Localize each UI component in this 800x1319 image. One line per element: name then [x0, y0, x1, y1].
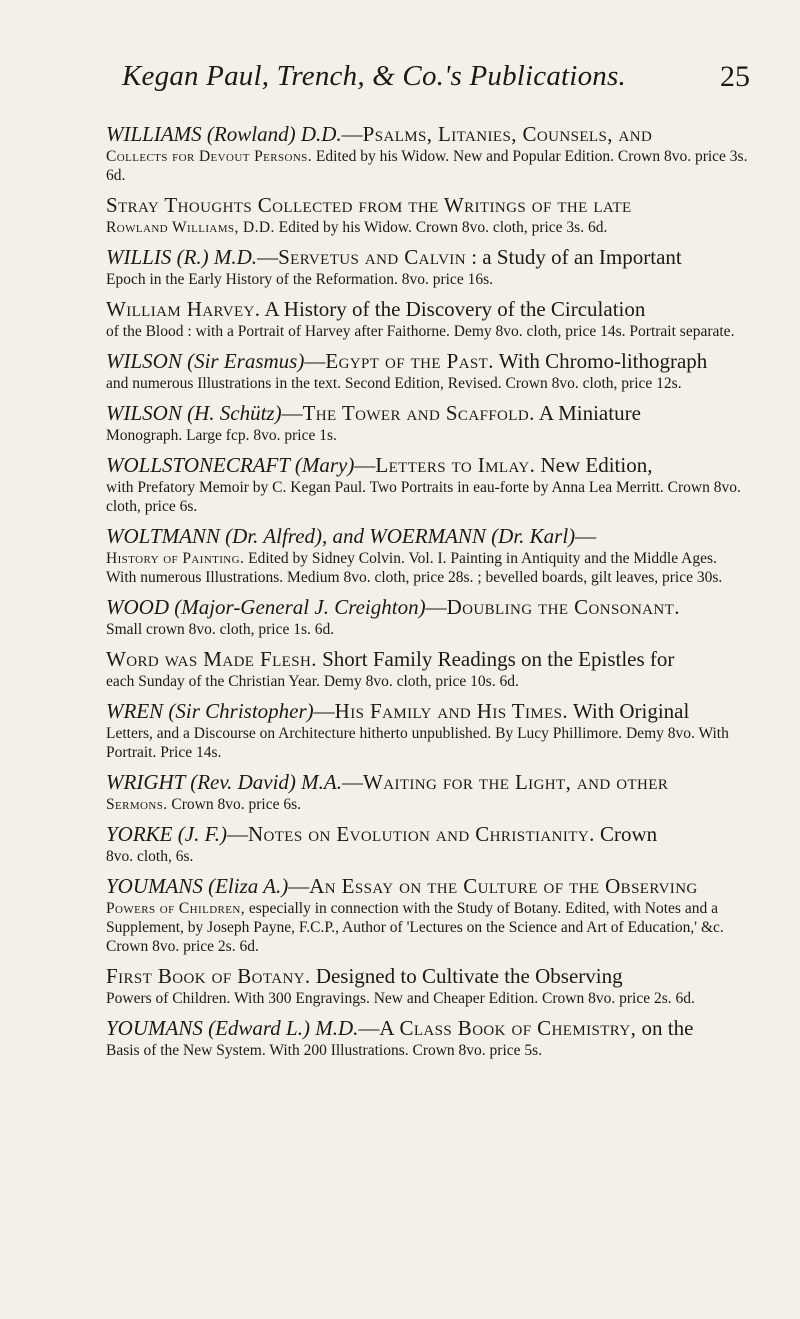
entry-lead	[106, 349, 750, 374]
entry-lead-tail: A History of the Discovery of the Circulation	[264, 297, 646, 321]
entry-author: WILSON (Sir Erasmus)	[106, 349, 305, 373]
entry-lead-tail: Designed to Cultivate the Observing	[315, 964, 623, 988]
entry-title: The Tower and Scaffold.	[302, 401, 535, 425]
catalogue-entry	[106, 699, 750, 762]
catalogue-entry	[106, 401, 750, 445]
entry-dash: —	[304, 349, 326, 373]
entry-dash: —	[341, 770, 363, 794]
entry-lead	[106, 964, 750, 989]
catalogue-entry	[106, 822, 750, 866]
catalogue-entry	[106, 770, 750, 814]
entry-lead-tail: New Edition,	[540, 453, 653, 477]
entry-detail-text: Edited by his Widow. New and Popular Edition. Crown 8vo. price 3s. 6d.	[106, 148, 748, 184]
entry-lead	[106, 524, 750, 549]
entry-detail	[106, 847, 750, 866]
entry-detail	[106, 549, 750, 587]
entry-detail	[106, 620, 750, 639]
entry-dash: —	[281, 401, 303, 425]
entry-dash: —	[313, 699, 335, 723]
entry-author: WOLTMANN (Dr. Alfred), and WOERMANN (Dr. Karl)	[106, 524, 576, 548]
entry-detail-text: of the Blood : with a Portrait of Harvey after Faithorne. Demy 8vo. cloth, price 14s. Portrait separate.	[106, 323, 735, 340]
entry-detail-text: and numerous Illustrations in the text. Second Edition, Revised. Crown 8vo. cloth, price 12s.	[106, 375, 682, 392]
catalogue-entry	[106, 524, 750, 587]
entry-detail-text: Powers of Children. With 300 Engravings. New and Cheaper Edition. Crown 8vo. price 2s. 6d.	[106, 990, 695, 1007]
catalogue-entry	[106, 122, 750, 185]
header-title: Kegan Paul, Trench, & Co.'s Publications.	[122, 60, 626, 92]
entry-detail-text: Letters, and a Discourse on Architecture hitherto unpublished. By Lucy Phillimore. Demy 8vo. With Portrait. Price 14s.	[106, 725, 729, 761]
entry-lead	[106, 770, 750, 795]
entry-lead-tail: With Original	[572, 699, 690, 723]
page-number: 25	[720, 60, 750, 93]
entry-detail	[106, 270, 750, 289]
catalogue-entry	[106, 349, 750, 393]
entry-lead	[106, 874, 750, 899]
entry-lead	[106, 122, 750, 147]
entry-lead-tail: Short Family Readings on the Epistles for	[322, 647, 675, 671]
entry-lead	[106, 595, 750, 620]
catalogue-entry	[106, 297, 750, 341]
entry-title: First Book of Botany.	[106, 964, 311, 988]
entry-lead-tail: on the	[641, 1016, 694, 1040]
entry-lead	[106, 699, 750, 724]
entry-detail-text: Edited by his Widow. Crown 8vo. cloth, price 3s. 6d.	[278, 219, 608, 236]
entry-detail	[106, 1041, 750, 1060]
entry-title-continued: Rowland Williams, D.D.	[106, 219, 275, 236]
entry-dash: —	[341, 122, 363, 146]
entry-dash: —	[288, 874, 310, 898]
entry-lead	[106, 401, 750, 426]
entry-author: YOUMANS (Edward L.) M.D.	[106, 1016, 359, 1040]
entry-detail	[106, 147, 750, 185]
entry-author: WOOD (Major-General J. Creighton)	[106, 595, 426, 619]
catalogue-entry	[106, 647, 750, 691]
entry-detail	[106, 322, 750, 341]
entry-lead	[106, 193, 750, 218]
entry-author: WOLLSTONECRAFT (Mary)	[106, 453, 355, 477]
entry-title: Word was Made Flesh.	[106, 647, 317, 671]
entry-author: WREN (Sir Christopher)	[106, 699, 314, 723]
catalogue-entry	[106, 874, 750, 956]
entry-lead-tail: A Miniature	[538, 401, 641, 425]
entry-title: Waiting for the Light, and other	[362, 770, 669, 794]
entry-author: WRIGHT (Rev. David) M.A.	[106, 770, 342, 794]
entry-title-continued: History of Painting.	[106, 550, 245, 567]
entry-detail-text: especially in connection with the Study of Botany. Edited, with Notes and a Supplement, by Joseph Payne, F.C.P., Author of 'Lectures on the Science and Art of Education,' &c. Crown 8vo. price 2s. 6d.	[106, 900, 724, 955]
entry-title: Notes on Evolution and Christianity.	[247, 822, 595, 846]
entry-detail	[106, 426, 750, 445]
catalogue-entry	[106, 453, 750, 516]
entry-author: WILLIS (R.) M.D.	[106, 245, 258, 269]
entry-detail	[106, 478, 750, 516]
entry-title-continued: Sermons.	[106, 796, 168, 813]
entry-detail-text: Epoch in the Early History of the Reformation. 8vo. price 16s.	[106, 271, 493, 288]
entry-detail-text: with Prefatory Memoir by C. Kegan Paul. Two Portraits in eau-forte by Anna Lea Merritt. Crown 8vo. cloth, price 6s.	[106, 479, 741, 515]
catalogue-entry	[106, 595, 750, 639]
entry-lead	[106, 1016, 750, 1041]
entry-author: WILSON (H. Schütz)	[106, 401, 282, 425]
entry-lead-tail: With Chromo-lithograph	[498, 349, 708, 373]
entry-lead	[106, 453, 750, 478]
entry-author: YORKE (J. F.)	[106, 822, 227, 846]
entry-detail-text: Basis of the New System. With 200 Illustrations. Crown 8vo. price 5s.	[106, 1042, 543, 1059]
entry-title-continued: Collects for Devout Persons.	[106, 148, 312, 165]
entry-title-continued: Powers of Children,	[106, 900, 246, 917]
entry-dash: —	[354, 453, 376, 477]
entry-lead	[106, 647, 750, 672]
entry-detail	[106, 899, 750, 956]
entry-title: Psalms, Litanies, Counsels, and	[362, 122, 653, 146]
entry-detail	[106, 989, 750, 1008]
entry-title: Doubling the Consonant.	[446, 595, 680, 619]
catalogue-entries	[106, 122, 750, 1068]
catalogue-entry	[106, 193, 750, 237]
catalogue-entry	[106, 964, 750, 1008]
entry-title: Egypt of the Past.	[325, 349, 494, 373]
entry-title: His Family and His Times.	[334, 699, 569, 723]
catalogue-entry	[106, 1016, 750, 1060]
catalogue-entry	[106, 245, 750, 289]
entry-title: William Harvey.	[106, 297, 261, 321]
entry-author: YOUMANS (Eliza A.)	[106, 874, 289, 898]
entry-author: WILLIAMS (Rowland) D.D.	[106, 122, 342, 146]
entry-detail-text: each Sunday of the Christian Year. Demy 8vo. cloth, price 10s. 6d.	[106, 673, 519, 690]
entry-lead	[106, 822, 750, 847]
entry-lead	[106, 245, 750, 270]
entry-detail-text: Crown 8vo. price 6s.	[171, 796, 301, 813]
entry-detail	[106, 672, 750, 691]
entry-dash: —	[226, 822, 248, 846]
entry-detail	[106, 724, 750, 762]
entry-lead-tail: Crown	[599, 822, 658, 846]
entry-title: Stray Thoughts Collected from the Writings of the late	[106, 193, 632, 217]
entry-dash: —	[425, 595, 447, 619]
entry-title: An Essay on the Culture of the Observing	[309, 874, 698, 898]
entry-dash: —	[257, 245, 279, 269]
entry-detail	[106, 218, 750, 237]
entry-detail-text: Edited by Sidney Colvin. Vol. I. Painting in Antiquity and the Middle Ages. With numerous Illustrations. Medium 8vo. cloth, price 28s. ; bevelled boards, gilt leaves, price 30s.	[106, 550, 723, 586]
entry-title: Servetus and Calvin	[278, 245, 466, 269]
entry-title: A Class Book of Chemistry,	[379, 1016, 637, 1040]
entry-detail-text: Small crown 8vo. cloth, price 1s. 6d.	[106, 621, 335, 638]
entry-dash: —	[358, 1016, 380, 1040]
running-header	[106, 60, 750, 100]
entry-detail-text: 8vo. cloth, 6s.	[106, 848, 194, 865]
entry-title: Letters to Imlay.	[375, 453, 536, 477]
entry-lead	[106, 297, 750, 322]
entry-detail	[106, 795, 750, 814]
entry-lead-tail: : a Study of an Important	[471, 245, 682, 269]
entry-dash: —	[575, 524, 597, 548]
entry-detail	[106, 374, 750, 393]
entry-detail-text: Monograph. Large fcp. 8vo. price 1s.	[106, 427, 337, 444]
